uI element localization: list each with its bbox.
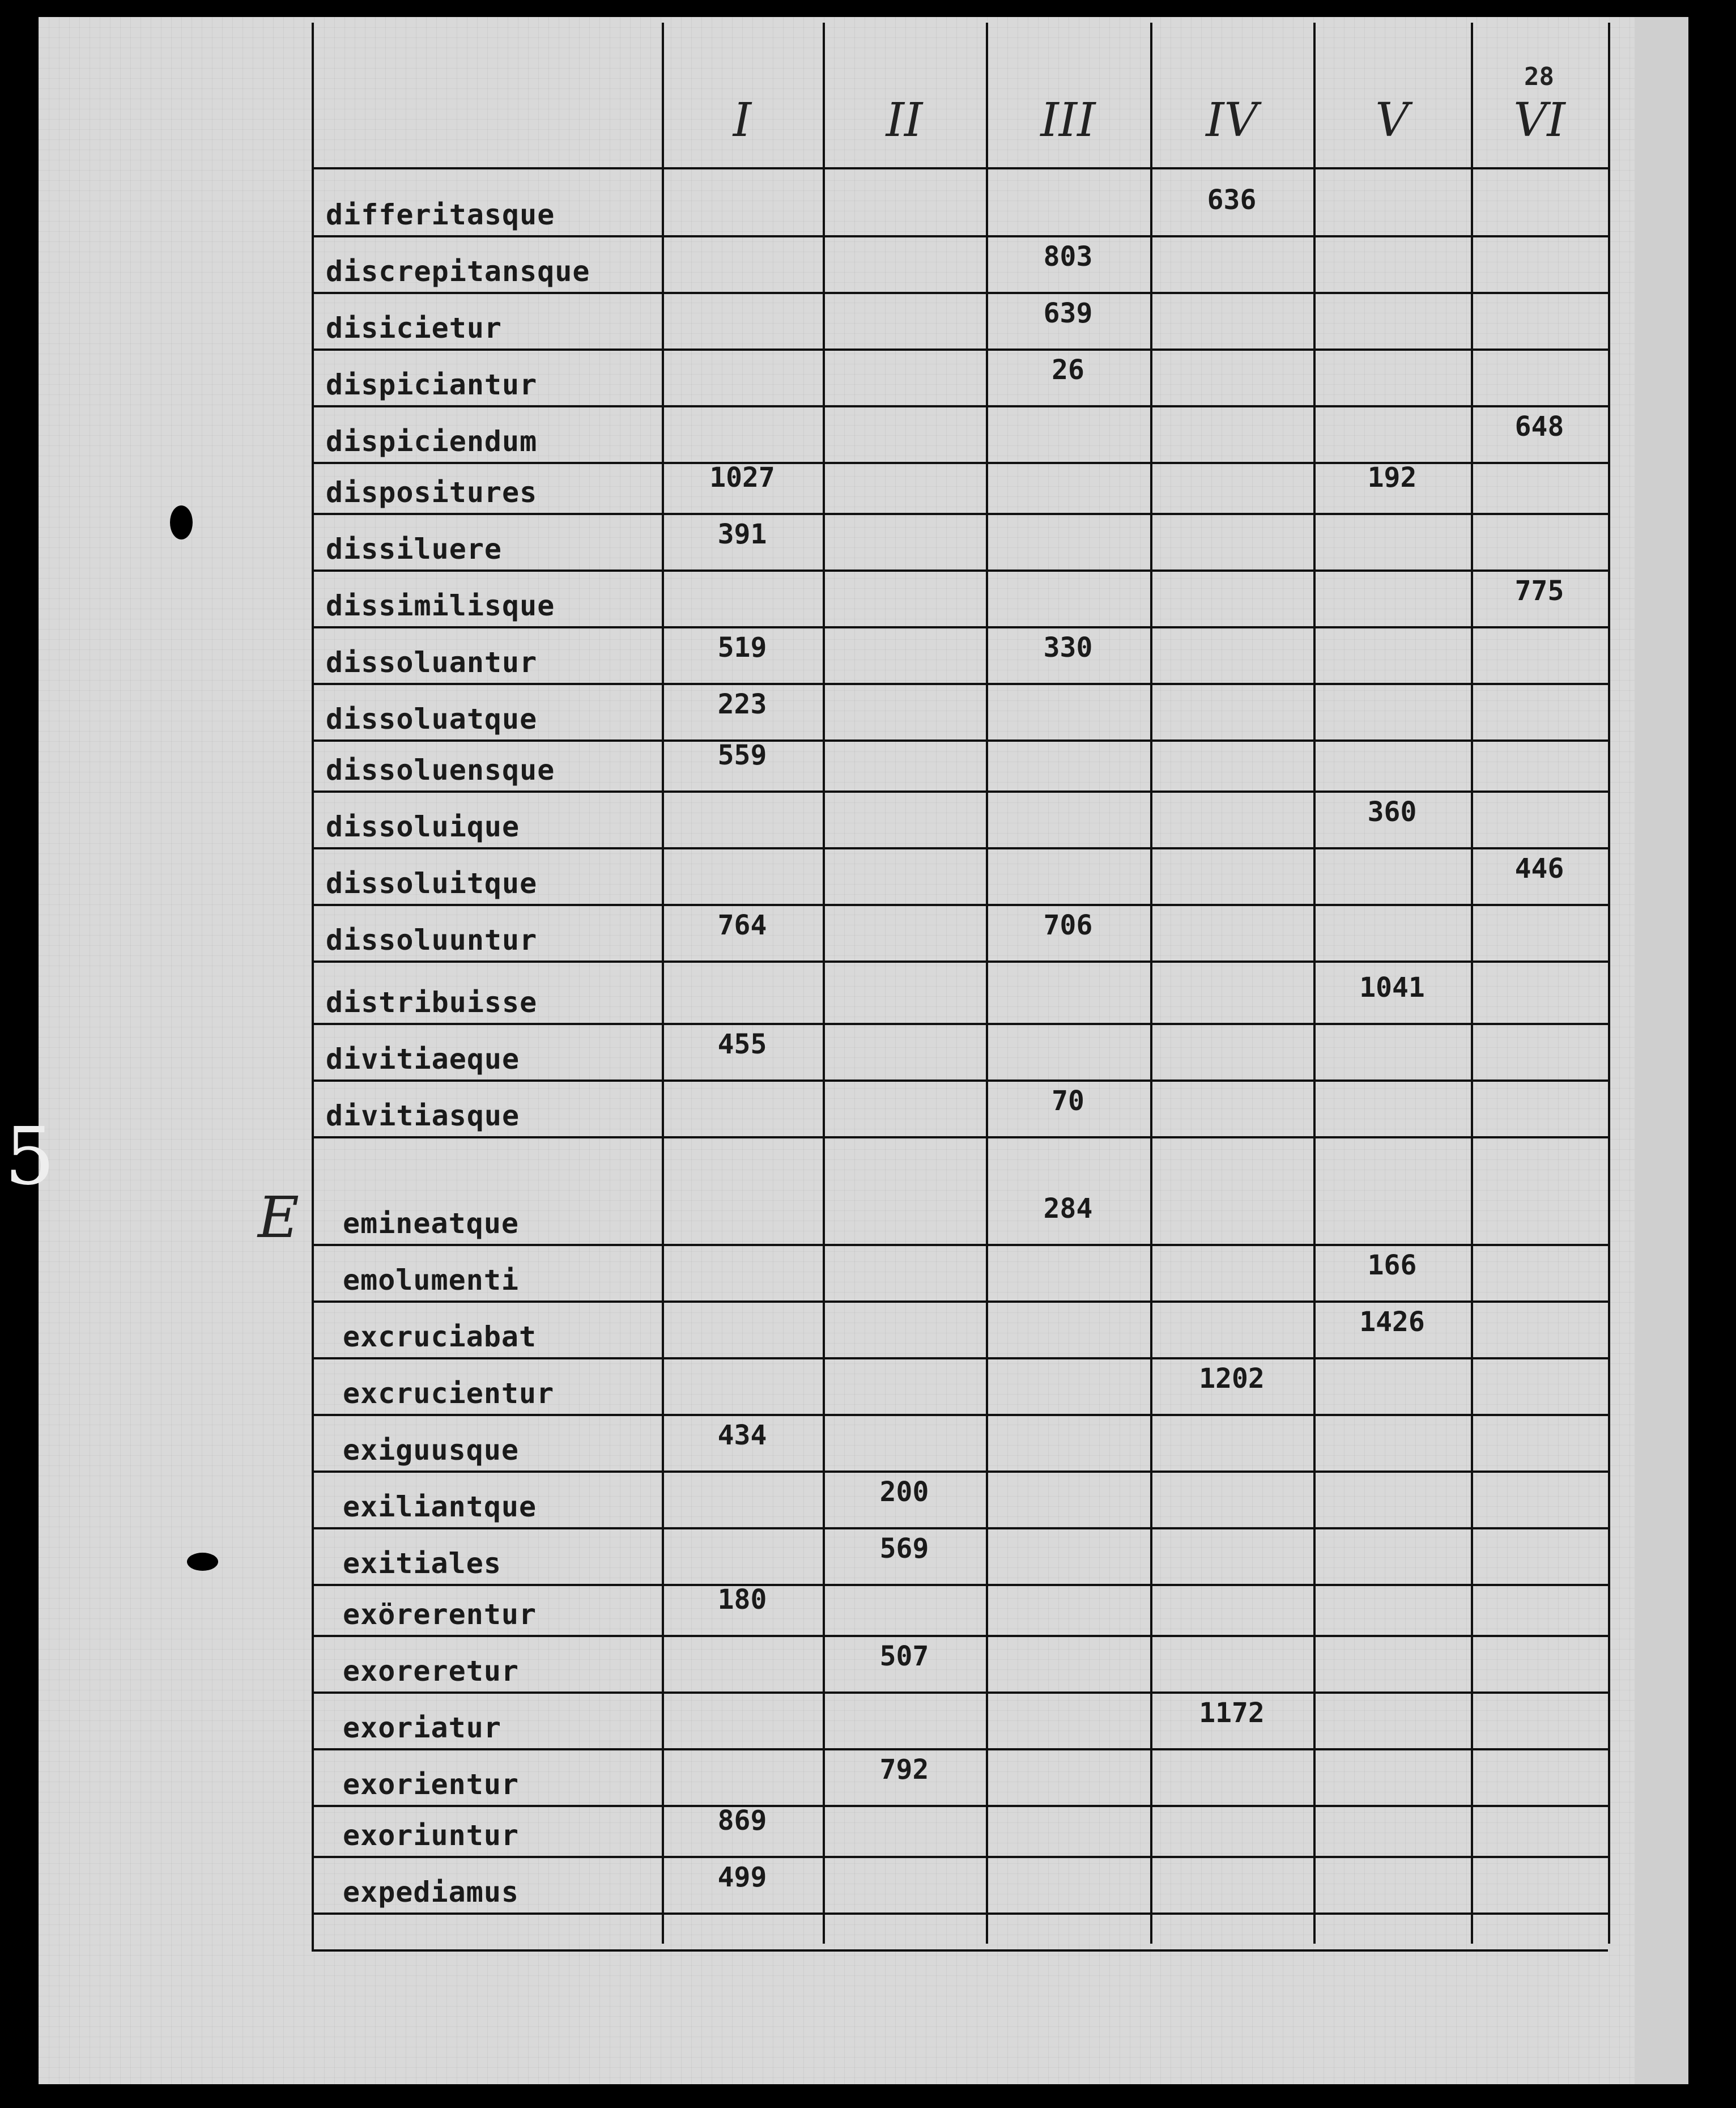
row-rule bbox=[312, 1023, 1608, 1025]
cell-value: 200 bbox=[879, 1476, 929, 1508]
cell-value: 792 bbox=[879, 1754, 929, 1786]
row-rule bbox=[312, 626, 1608, 628]
row-rule bbox=[312, 904, 1608, 906]
adjacent-page-edge bbox=[1635, 17, 1688, 2084]
document-page bbox=[39, 17, 1636, 2084]
cell-value: 559 bbox=[717, 740, 767, 771]
row-word: exörerentur bbox=[343, 1598, 537, 1631]
row-rule bbox=[312, 740, 1608, 742]
cell-value: 1202 bbox=[1199, 1363, 1265, 1395]
row-rule bbox=[312, 1912, 1608, 1915]
row-rule bbox=[312, 1080, 1608, 1082]
row-word: excruciabat bbox=[343, 1320, 537, 1353]
cell-value: 499 bbox=[717, 1862, 767, 1893]
row-rule bbox=[312, 405, 1608, 407]
row-rule bbox=[312, 513, 1608, 515]
cell-value: 1426 bbox=[1359, 1306, 1425, 1338]
row-word: exitiales bbox=[343, 1547, 501, 1580]
cell-value: 192 bbox=[1367, 462, 1417, 494]
row-rule bbox=[312, 1692, 1608, 1694]
margin-mark: 5 bbox=[5, 1111, 56, 1203]
cell-value: 519 bbox=[717, 632, 767, 664]
cell-value: 764 bbox=[717, 910, 767, 941]
row-word: dissoluuntur bbox=[326, 924, 538, 957]
punch-hole-top bbox=[170, 505, 193, 539]
row-word: dissoluatque bbox=[326, 703, 538, 736]
cell-value: 330 bbox=[1043, 632, 1093, 664]
row-word: differitasque bbox=[326, 198, 555, 231]
row-word: excrucientur bbox=[343, 1377, 555, 1410]
row-word: emolumenti bbox=[343, 1264, 520, 1297]
row-word: dissoluique bbox=[326, 810, 520, 843]
row-word: divitiasque bbox=[326, 1099, 520, 1132]
column-divider bbox=[1608, 23, 1610, 1944]
cell-value: 391 bbox=[717, 518, 767, 550]
column-header-3: III bbox=[1040, 94, 1096, 147]
column-header-1: I bbox=[733, 94, 752, 147]
column-divider bbox=[1150, 23, 1152, 1944]
cell-value: 284 bbox=[1043, 1193, 1093, 1225]
row-rule bbox=[312, 790, 1608, 793]
row-rule bbox=[312, 1357, 1608, 1359]
row-rule bbox=[312, 1856, 1608, 1858]
row-word: expediamus bbox=[343, 1876, 520, 1909]
section-letter: E bbox=[258, 1184, 299, 1251]
row-word: dispiciendum bbox=[326, 425, 538, 458]
punch-hole-bottom bbox=[187, 1553, 218, 1571]
row-word: dissoluitque bbox=[326, 867, 538, 900]
row-rule bbox=[312, 1748, 1608, 1750]
row-word: dispositures bbox=[326, 476, 538, 509]
cell-value: 1027 bbox=[709, 462, 775, 494]
row-rule bbox=[312, 235, 1608, 237]
row-rule bbox=[312, 1635, 1608, 1637]
cell-value: 775 bbox=[1514, 575, 1564, 607]
cell-value: 869 bbox=[717, 1805, 767, 1837]
cell-value: 360 bbox=[1367, 796, 1417, 828]
row-word: dissiluere bbox=[326, 533, 503, 566]
row-word: discrepitansque bbox=[326, 255, 590, 288]
row-rule bbox=[312, 348, 1608, 351]
column-divider bbox=[662, 23, 664, 1944]
row-rule bbox=[312, 1527, 1608, 1529]
column-header-6: VI bbox=[1513, 94, 1565, 147]
row-rule bbox=[312, 1470, 1608, 1473]
row-word: exoriuntur bbox=[343, 1819, 520, 1852]
cell-value: 507 bbox=[879, 1640, 929, 1672]
cell-value: 1172 bbox=[1199, 1697, 1265, 1729]
row-word: disicietur bbox=[326, 312, 503, 345]
cell-value: 803 bbox=[1043, 241, 1093, 273]
cell-value: 648 bbox=[1514, 411, 1564, 443]
cell-value: 706 bbox=[1043, 910, 1093, 941]
column-header-5: V bbox=[1375, 94, 1409, 147]
cell-value: 180 bbox=[717, 1584, 767, 1616]
cell-value: 434 bbox=[717, 1420, 767, 1451]
cell-value: 446 bbox=[1514, 853, 1564, 885]
cell-value: 455 bbox=[717, 1028, 767, 1060]
row-rule bbox=[312, 1300, 1608, 1303]
row-word: exiliantque bbox=[343, 1490, 537, 1523]
row-rule bbox=[312, 570, 1608, 572]
table-bottom-rule bbox=[312, 1949, 1608, 1952]
cell-value: 70 bbox=[1052, 1085, 1084, 1117]
cell-value: 1041 bbox=[1359, 972, 1425, 1004]
row-word: emineatque bbox=[343, 1207, 520, 1240]
row-rule bbox=[312, 960, 1608, 963]
cell-value: 223 bbox=[717, 688, 767, 720]
row-rule bbox=[312, 1805, 1608, 1807]
row-word: dissoluensque bbox=[326, 754, 555, 787]
row-word: exoriatur bbox=[343, 1711, 501, 1744]
column-header-2: II bbox=[886, 94, 923, 147]
column-divider bbox=[1471, 23, 1473, 1944]
row-word: exorientur bbox=[343, 1768, 520, 1801]
row-rule bbox=[312, 292, 1608, 294]
row-rule bbox=[312, 847, 1608, 849]
column-divider bbox=[1313, 23, 1316, 1944]
row-rule bbox=[312, 1414, 1608, 1416]
row-word: exoreretur bbox=[343, 1655, 520, 1688]
cell-value: 639 bbox=[1043, 298, 1093, 329]
cell-value: 569 bbox=[879, 1533, 929, 1565]
page-number: 28 bbox=[1524, 62, 1554, 91]
row-rule bbox=[312, 683, 1608, 685]
cell-value: 166 bbox=[1367, 1250, 1417, 1281]
row-word: divitiaeque bbox=[326, 1043, 520, 1076]
row-rule bbox=[312, 1584, 1608, 1586]
table-left-border bbox=[312, 23, 314, 1949]
column-header-4: IV bbox=[1206, 94, 1258, 147]
row-word: exiguusque bbox=[343, 1434, 520, 1467]
row-word: dissoluantur bbox=[326, 646, 538, 679]
column-divider bbox=[986, 23, 988, 1944]
column-divider bbox=[823, 23, 825, 1944]
header-rule bbox=[312, 167, 1608, 169]
row-rule bbox=[312, 1244, 1608, 1246]
row-rule bbox=[312, 1136, 1608, 1138]
row-word: distribuisse bbox=[326, 986, 538, 1019]
cell-value: 26 bbox=[1052, 354, 1084, 386]
row-word: dispiciantur bbox=[326, 368, 538, 401]
row-word: dissimilisque bbox=[326, 589, 555, 622]
cell-value: 636 bbox=[1207, 184, 1257, 216]
